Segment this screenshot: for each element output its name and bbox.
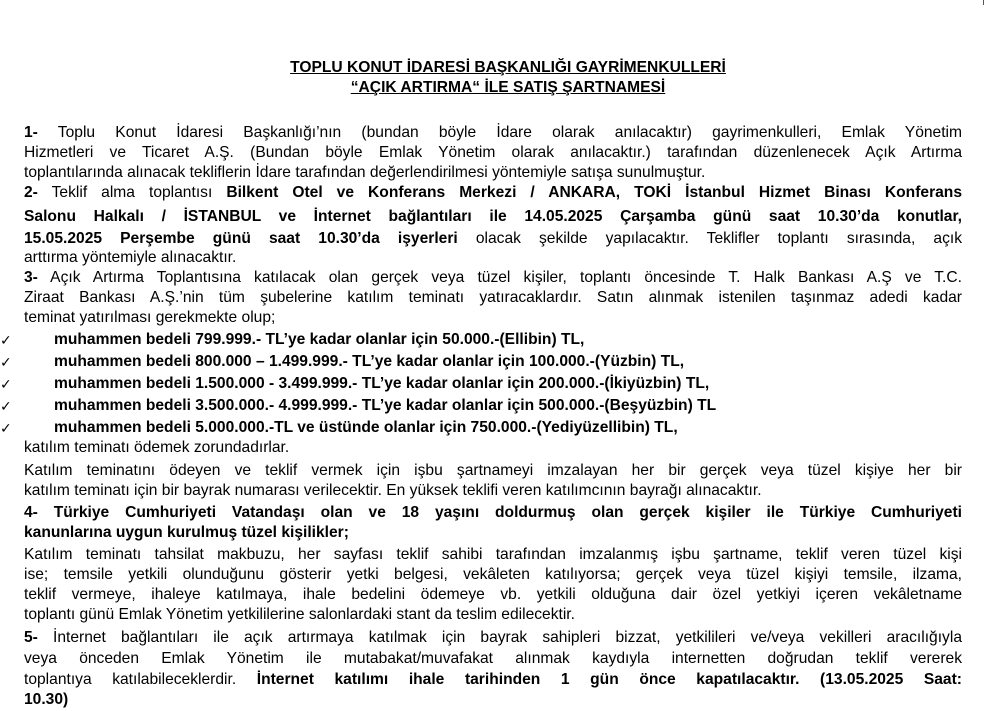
- section-1-line-2: Hizmetleri ve Ticaret A.Ş. (Bundan böyle Emlak Yönetim olarak anılacaktır.) tarafından düzenlenecek Açık Artırma: [24, 144, 962, 161]
- section-5-number: 5-: [24, 629, 38, 646]
- section-4-line-1: 4- Türkiye Cumhuriyeti Vatandaşı olan ve 18 yaşını doldurmuş olan gerçek kişiler ile Türkiye Cumhuriyeti: [24, 504, 962, 521]
- section-3-line-3: teminat yatırılması gerekmekte olup;: [24, 309, 276, 326]
- section-1-number: 1-: [24, 124, 38, 141]
- guarantee-tier-4: muhammen bedeli 3.500.000.- 4.999.999.- TL’ye kadar olanlar için 500.000.-(Beşyüzbin) TL: [54, 397, 717, 414]
- guarantee-tier-1: muhammen bedeli 799.999.- TL’ye kadar olanlar için 50.000.-(Ellibin) TL,: [54, 331, 585, 348]
- section-3-line-6: katılım teminatı için bir bayrak numarası verilecektir. En yüksek teklifi veren katılımcının bayrağı alınacaktır.: [24, 482, 762, 499]
- section-5-line-4: 10.30): [24, 691, 69, 708]
- section-5-line-2: veya önceden Emlak Yönetim ile mutabakat/muvafakat alınmak kaydıyla internetten doğrudan teklif vererek: [24, 650, 962, 667]
- section-2-line-3: 15.05.2025 Perşembe günü saat 10.30’da işyerleri olacak şekilde yapılacaktır. Teklifler toplantı sırasında, açık: [24, 230, 963, 247]
- section-3-line-5: Katılım teminatını ödeyen ve teklif vermek için işbu şartnameyi imzalayan her bir gerçek veya tüzel kişiye her bir: [24, 462, 962, 479]
- section-1-line-3: toplantılarında alınacak tekliflerin İdare tarafından değerlendirilmesi yöntemiyle satışa sunulmuştur.: [24, 164, 706, 181]
- section-3-line-2: Ziraat Bankası A.Ş.’nin tüm şubelerine katılım teminatı yatıracaklardır. Satın alınmak istenilen taşınmaz adedi kadar: [24, 289, 962, 306]
- guarantee-tier-3: muhammen bedeli 1.500.000 - 3.499.999.- TL’ye kadar olanlar için 200.000.-(İkiyüzbin) TL,: [54, 375, 710, 392]
- checkmark-icon: ✓: [0, 398, 12, 414]
- section-4-number: 4-: [24, 504, 38, 521]
- section-2-number: 2-: [24, 184, 38, 201]
- checkmark-icon: ✓: [0, 332, 12, 348]
- document-title: TOPLU KONUT İDARESİ BAŞKANLIĞI GAYRİMENKULLERİ: [290, 59, 726, 76]
- section-2-line-1: 2- Teklif alma toplantısı Bilkent Otel ve Konferans Merkezi / ANKARA, TOKİ İstanbul Hizmet Binası Konferans: [24, 184, 963, 201]
- section-4-line-5: teklif vermeye, ihaleye katılmaya, ihale bedelini ödemeye vb. yetkili olduğuna dair özel yetkiyi içeren vekâletname: [24, 586, 962, 603]
- section-3-number: 3-: [24, 269, 38, 286]
- guarantee-tier-2: muhammen bedeli 800.000 – 1.499.999.- TL’ye kadar olanlar için 100.000.-(Yüzbin) TL,: [54, 353, 685, 370]
- section-1-line-1: 1- Toplu Konut İdaresi Başkanlığı’nın (bundan böyle İdare olarak anılacaktır) gayrimenkulleri, Emlak Yönetim: [24, 124, 962, 141]
- section-4-line-6: toplantı günü Emlak Yönetim yetkililerine salonlardaki stant da teslim edilecektir.: [24, 606, 575, 623]
- section-3-line-4: katılım teminatı ödemek zorundadırlar.: [24, 439, 290, 456]
- section-2-line-4: arttırma yöntemiyle alınacaktır.: [24, 249, 237, 266]
- checkmark-icon: ✓: [0, 420, 12, 436]
- checkmark-icon: ✓: [0, 354, 12, 370]
- section-4-line-3: Katılım teminatı tahsilat makbuzu, her sayfası teklif sahibi tarafından imzalanmış işbu şartname, teklif veren tüzel kişi: [24, 546, 962, 563]
- document-subtitle: “AÇIK ARTIRMA“ İLE SATIŞ ŞARTNAMESİ: [350, 79, 666, 96]
- page-edge: [0, 0, 984, 5]
- checkmark-icon: ✓: [0, 376, 12, 392]
- section-4-line-2: kanunlarına uygun kurulmuş tüzel kişilikler;: [24, 524, 349, 541]
- section-4-line-4: ise; temsile yetkili olunduğunu gösterir yetki belgesi, vekâleten katılıyorsa; gerçek veya tüzel kişiyi temsile, ilzama,: [24, 566, 962, 583]
- guarantee-tier-5: muhammen bedeli 5.000.000.-TL ve üstünde olanlar için 750.000.-(Yediyüzellibin) TL,: [54, 419, 678, 436]
- section-2-line-2: Salonu Halkalı / İSTANBUL ve İnternet bağlantıları ile 14.05.2025 Çarşamba günü saat 10.30’da konutlar,: [24, 208, 962, 225]
- section-5-line-3: toplantıya katılabileceklerdir. İnternet katılımı ihale tarihinden 1 gün önce kapatılacaktır. (13.05.2025 Saat:: [24, 671, 962, 688]
- section-3-line-1: 3- Açık Artırma Toplantısına katılacak olan gerçek veya tüzel kişiler, toplantı öncesinde T. Halk Bankası A.Ş ve T.C.: [24, 269, 962, 286]
- section-5-line-1: 5- İnternet bağlantıları ile açık artırmaya katılmak için bayrak sahipleri bizzat, yetkilileri ve/veya vekilleri aracılığıyla: [24, 629, 962, 646]
